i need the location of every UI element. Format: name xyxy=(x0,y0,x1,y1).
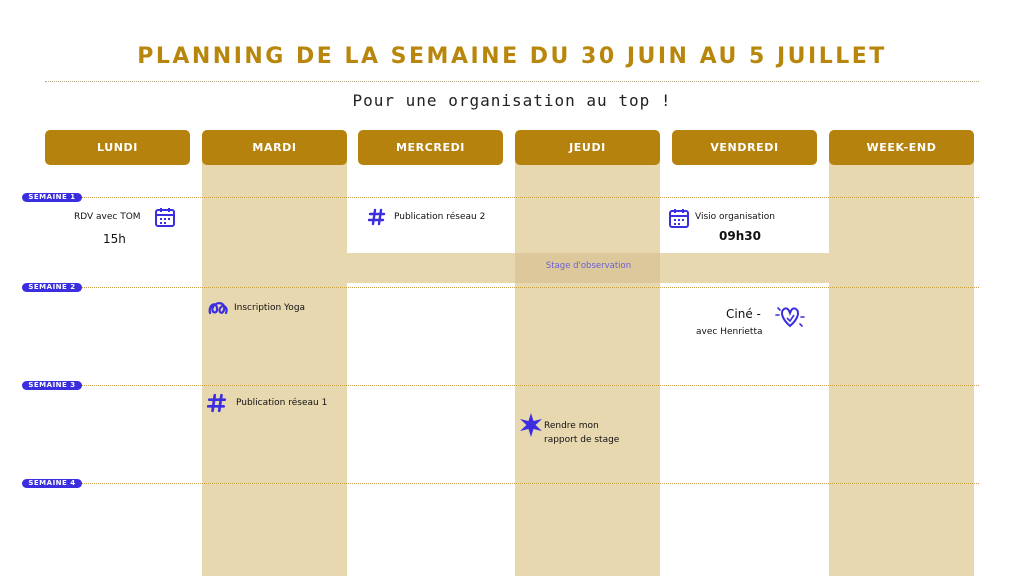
star-burst-icon xyxy=(518,412,544,442)
week-1-badge: SEMAINE 1 xyxy=(22,193,82,202)
event-cine-sub: avec Henrietta xyxy=(696,327,763,337)
week-2-divider xyxy=(24,287,979,288)
event-rapport-line1[interactable]: Rendre mon xyxy=(544,421,599,431)
calendar-icon xyxy=(668,207,690,233)
hashtag-icon xyxy=(368,208,386,230)
event-visio-time: 09h30 xyxy=(719,229,761,243)
event-publication-reseau-2[interactable]: Publication réseau 2 xyxy=(394,212,486,222)
day-header-lundi[interactable]: LUNDI xyxy=(45,130,190,165)
heart-icon xyxy=(774,300,806,336)
day-header-mercredi[interactable]: MERCREDI xyxy=(358,130,503,165)
event-rdv-tom[interactable]: RDV avec TOM xyxy=(74,212,141,222)
loop-icon xyxy=(207,299,229,321)
column-jeudi-shade xyxy=(515,150,660,576)
hashtag-icon xyxy=(207,393,227,417)
day-header-jeudi[interactable]: JEUDI xyxy=(515,130,660,165)
day-header-vendredi[interactable]: VENDREDI xyxy=(672,130,817,165)
week-1-divider xyxy=(24,197,979,198)
day-header-mardi[interactable]: MARDI xyxy=(202,130,347,165)
week-4-badge: SEMAINE 4 xyxy=(22,479,82,488)
week-4-divider xyxy=(24,483,979,484)
week-3-badge: SEMAINE 3 xyxy=(22,381,82,390)
event-rdv-time: 15h xyxy=(103,232,126,246)
calendar-icon xyxy=(154,206,176,232)
title-divider xyxy=(45,81,979,82)
week-2-badge: SEMAINE 2 xyxy=(22,283,82,292)
page-title: PLANNING DE LA SEMAINE DU 30 JUIN AU 5 JUILLET xyxy=(137,44,887,69)
day-header-weekend[interactable]: WEEK-END xyxy=(829,130,974,165)
page-subtitle: Pour une organisation au top ! xyxy=(352,91,672,110)
event-cine[interactable]: Ciné - xyxy=(726,307,761,321)
event-rapport-line2: rapport de stage xyxy=(544,435,620,445)
week-3-divider xyxy=(24,385,979,386)
column-mardi-shade xyxy=(202,150,347,576)
column-weekend-shade xyxy=(829,150,974,576)
event-visio-organisation[interactable]: Visio organisation xyxy=(695,212,775,222)
event-inscription-yoga[interactable]: Inscription Yoga xyxy=(234,303,306,313)
event-publication-reseau-1[interactable]: Publication réseau 1 xyxy=(236,398,328,408)
stage-label: Stage d'observation xyxy=(545,261,632,271)
